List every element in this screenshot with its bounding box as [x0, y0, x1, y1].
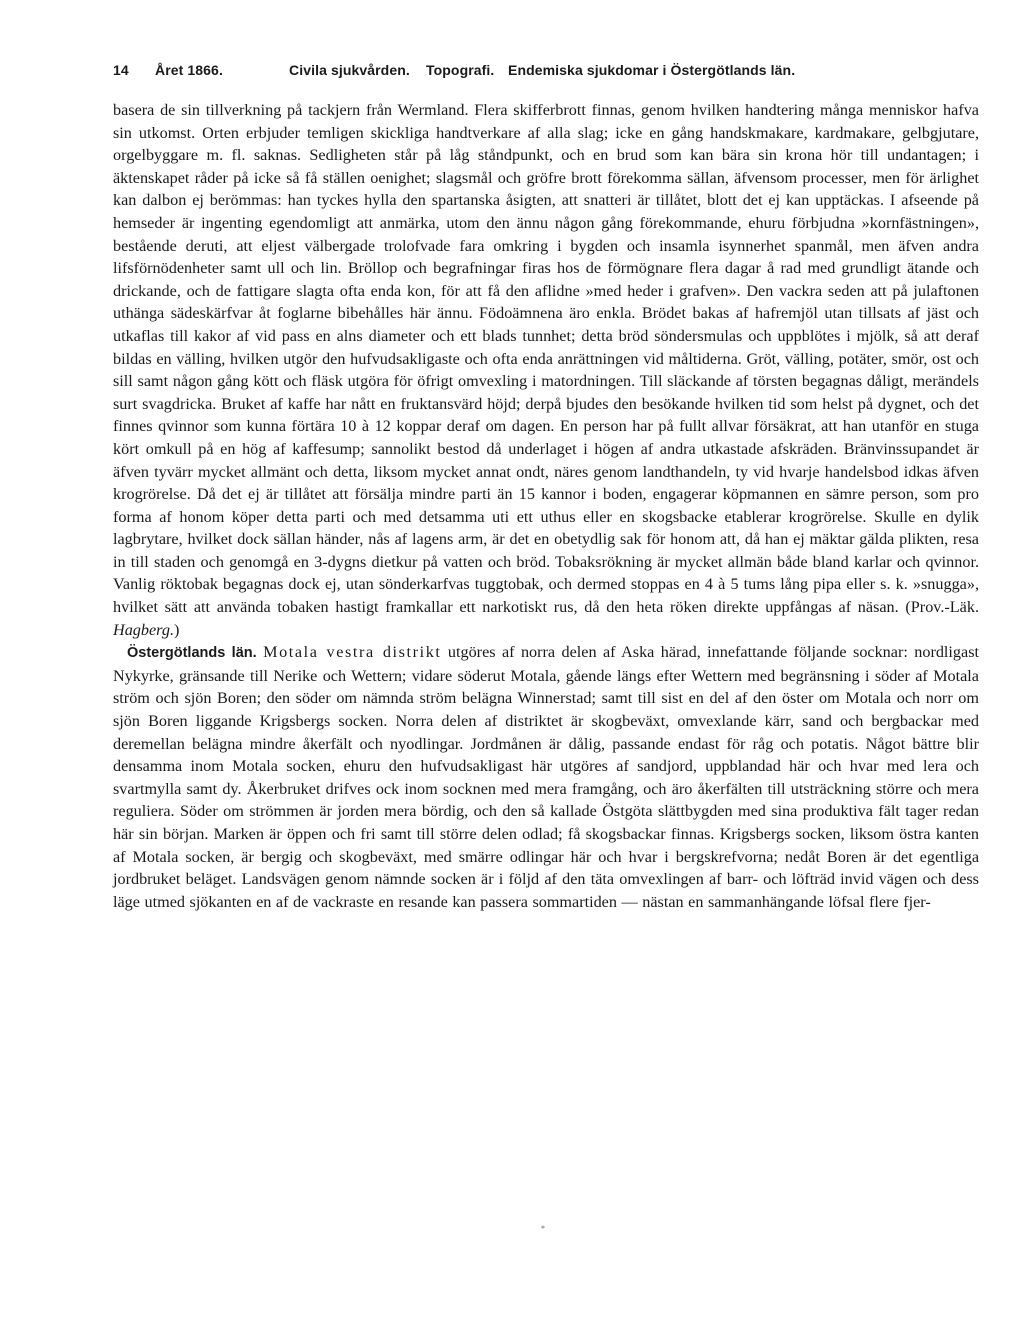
paragraph-text: utgöres af norra delen af Aska härad, innefattande följande socknar: nordligast Nykyrke, gränsande till Nerike och Wettern; vidare söderut Motala, gående längs efter Wettern med begränsning i söder af Motala ström och sjön Boren; den söder om nämnda ström belägna Winnerstad; samt till sist en del af den öster om Motala och norr om sjön Boren liggande Krigsbergs socken. Norra delen af distriktet är skogbeväxt, omvexlande kärr, sand och bergbackar med deremellan belägna mindre åkerfält och nyodlingar. Jordmånen är dålig, passande endast för råg och potatis. Något bättre blir densamma inom Motala socken, ehuru den hufvudsakligast här utgöres af sandjord, uppblandad här och hvar med lera och svartmylla samt dy. Åkerbruket drifves ock inom socknen med mera framgång, och äro åkerfälten till utsträckning större och mera reguliera. Söder om strömmen är jorden mera bördig, och den så kallade Östgöta slättbygden med sina produktiva fält tager redan här sin början. Marken är öppen och fri samt till större delen odlad; få skogsbackar finnas. Krigsbergs socken, liksom östra kanten af Motala socken, är bergig och skogbeväxt, med smärre odlingar här och hvar i bergskrefvorna; nedåt Boren är det egentliga jordbruket beläget. Landsvägen genom nämnde socken är i följd af den täta omvexlingen af barr- och löfträd invid vägen och dess läge utmed sjökanten en af de vackraste en resande kan passera sommartiden — nästan en sammanhängande löfsal flere fjer- — [113, 643, 980, 911]
header-title: Endemiska sjukdomar i Östergötlands län. — [508, 62, 796, 78]
header-section: Civila sjukvården. — [289, 62, 410, 78]
paragraph-hagberg-report — [113, 99, 979, 641]
paragraph-motala-district — [113, 641, 979, 913]
header-year: Året 1866. — [155, 62, 223, 78]
author-signature: Hagberg. — [113, 620, 174, 639]
page — [113, 62, 979, 913]
running-header — [113, 62, 979, 90]
district-name-spaced: Motala vestra distrikt — [263, 643, 442, 662]
footnote-mark: * — [541, 1224, 545, 1233]
closing-paren: ) — [174, 620, 180, 639]
page-number: 14 — [113, 62, 129, 78]
section-heading-ostergotland: Östergötlands län. — [127, 645, 257, 662]
paragraph-text: basera de sin tillverkning på tackjern från Wermland. Flera skifferbrott finnas, genom hvilken handtering många menniskor hafva sin utkomst. Orten erbjuder temligen skickliga handtverkare af alla slag; icke en gång handskmakare, kardmakare, gelbgjutare, orgelbyggare m. fl. saknas. Sedligheten står på låg ståndpunkt, och en brud som kan bära sin krona hör till undantagen; i äktenskapet råder på icke så få ställen oenighet; slagsmål och gröfre brott förekomma sällan, äfvensom processer, men för ärlighet kan dalbon ej berömmas: han tyckes hylla den spartanska åsigten, att snatteri är tillåtet, blott det ej kan upptäckas. I afseende på hemseder är ingenting egendomligt att anmärka, utom den ännu någon gång förekommande, ehuru förbjudna »kornfästningen», bestående deruti, att eljest välbergade trolofvade fara omkring i bygden och insamla isynnerhet spanmål, men äfven andra lifsförnödenheter samt ull och lin. Bröllop och begrafningar firas hos de förmögnare flera dagar å rad med grundligt ätande och drickande, och de fattigare slagta ofta enda kon, för att få den aflidne »med heder i grafven». Den vackra seden att på julaftonen uthänga sädeskärfvar åt foglarne bibehålles här ännu. Födoämnena äro enkla. Brödet bakas af hafremjöl utan tillsats af jäst och utkaflas till kakor af vid pass en alns diameter och ett blads tunnhet; detta bröd söndersmulas och uppblötes i mjölk, så att deraf bildas en välling, hvilken utgör den hufvudsakligaste och ofta enda anrättningen vid måltiderna. Gröt, välling, potäter, smör, ost och sill samt någon gång kött och fläsk utgöra för öfrigt omvexling i matordningen. Till släckande af törsten begagnas dåligt, merändels surt svagdricka. Bruket af kaffe har nått en fruktansvärd höjd; derpå bjudes den besökande hvilken tid som helst på dygnet, och det finnes qvinnor som kunna förtära 10 à 12 koppar deraf om dagen. En person har på fullt allvar försäkrat, att han utanför en stuga kört omkull på en hög af kaffesump; sannolikt bestod då underlaget i högen af andra utkastade afskräden. Bränvinssupandet är äfven tyvärr mycket allmänt och detta, liksom mycket annat ondt, näres genom landthandeln, ty vid hvarje handelsbod idkas äfven krogrörelse. Då det ej är tillåtet att försälja mindre parti än 15 kannor i boden, engagerar köpmannen en sämre person, som pro forma af honom köper detta parti och med detsamma uti ett uthus eller en skogsbacke etablerar krogrörelse. Skulle en dylik lagbrytare, hvilket dock sällan händer, nås af lagens arm, är det en obetydlig sak för honom att, då han ej mäktar gälda plikten, resa in till staden och genomgå en 3-dygns dietkur på vatten och bröd. Tobaksrökning är mycket allmän både bland karlar och qvinnor. Vanlig röktobak begagnas dock ej, utan sönderkarfvas tuggtobak, och dermed stoppas en 4 à 5 tums lång pipa eller s. k. »snugga», hvilket sätt att använda tobaken hastigt framkallar ett narkotiskt rus, då den heta röken direkte uppfångas af näsan. (Prov.-Läk. — [113, 101, 979, 617]
header-subsection: Topografi. — [426, 62, 495, 78]
body-text — [113, 99, 979, 913]
